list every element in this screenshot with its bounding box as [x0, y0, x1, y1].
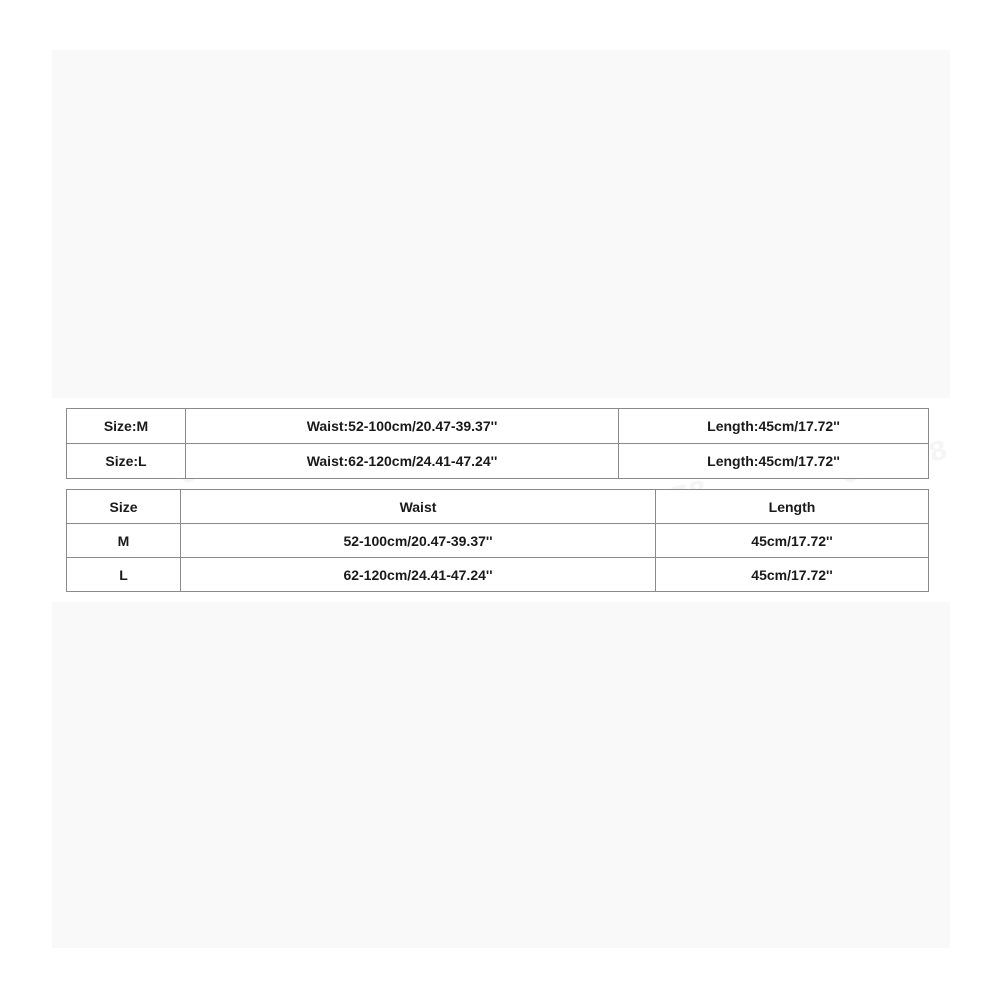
table-row [67, 409, 929, 444]
size-summary-table [66, 408, 929, 479]
size-header: Size [67, 490, 181, 524]
length-cell: 45cm/17.72'' [656, 558, 929, 592]
size-cell: L [67, 558, 181, 592]
size-chart-table [66, 489, 929, 592]
table-header-row [67, 490, 929, 524]
waist-header: Waist [181, 490, 656, 524]
waist-cell: 52-100cm/20.47-39.37'' [181, 524, 656, 558]
length-cell: Length:45cm/17.72'' [619, 444, 929, 479]
waist-cell: Waist:62-120cm/24.41-47.24'' [186, 444, 619, 479]
length-header: Length [656, 490, 929, 524]
table-row [67, 444, 929, 479]
table-row [67, 524, 929, 558]
size-cell: Size:L [67, 444, 186, 479]
waist-cell: 62-120cm/24.41-47.24'' [181, 558, 656, 592]
table-row [67, 558, 929, 592]
waist-cell: Waist:52-100cm/20.47-39.37'' [186, 409, 619, 444]
size-cell: M [67, 524, 181, 558]
length-cell: Length:45cm/17.72'' [619, 409, 929, 444]
length-cell: 45cm/17.72'' [656, 524, 929, 558]
size-cell: Size:M [67, 409, 186, 444]
